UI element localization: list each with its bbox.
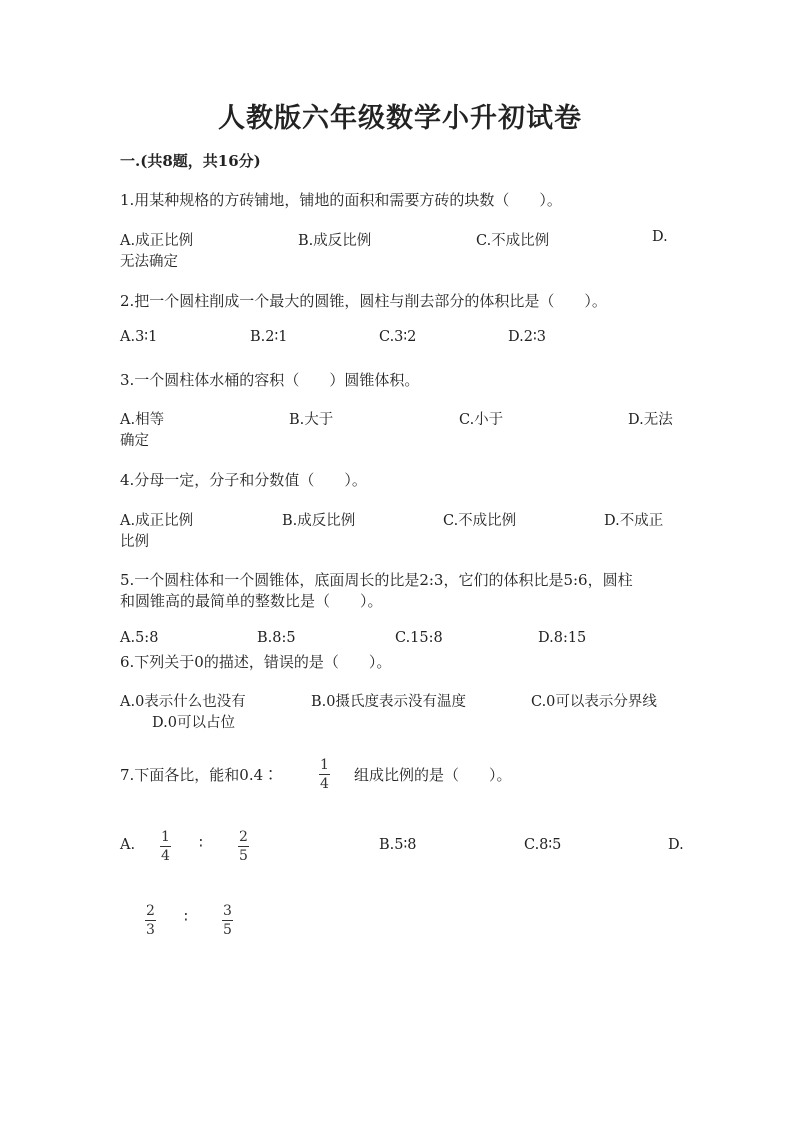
question-3-option-a: A.相等 xyxy=(120,412,165,428)
fraction-bar xyxy=(319,774,330,775)
question-3-stem: 3.一个圆柱体水桶的容积（ ）圆锥体积。 xyxy=(120,371,420,389)
fraction-denominator: 5 xyxy=(239,848,248,864)
question-7-option-a-fraction-2 xyxy=(238,829,249,864)
question-4-option-d: D.不成正 xyxy=(604,513,664,529)
fraction-numerator: 2 xyxy=(239,829,248,845)
question-5-option-b: B.8:5 xyxy=(257,630,296,646)
question-6-stem: 6.下列关于0的描述，错误的是（ ）。 xyxy=(120,653,392,671)
question-7-stem-prefix: 7.下面各比，能和0.4∶ xyxy=(120,766,279,784)
question-4-option-c: C.不成比例 xyxy=(443,513,517,529)
question-2-option-d: D.2∶3 xyxy=(508,329,546,345)
question-1-option-d: D. xyxy=(652,229,668,245)
question-4-option-b: B.成反比例 xyxy=(282,513,356,529)
question-5-option-a: A.5:8 xyxy=(120,630,159,646)
question-4-option-d-text: 比例 xyxy=(120,534,149,550)
question-2-option-b: B.2∶1 xyxy=(250,329,288,345)
fraction-bar xyxy=(145,920,156,921)
question-6-option-c: C.0可以表示分界线 xyxy=(531,694,657,710)
question-1-option-a: A.成正比例 xyxy=(120,233,194,249)
fraction-denominator: 5 xyxy=(223,922,232,938)
question-7-option-b: B.5∶8 xyxy=(379,837,417,853)
question-2-option-c: C.3∶2 xyxy=(379,329,417,345)
section-heading: 一.(共8题，共16分) xyxy=(120,152,261,170)
fraction-bar xyxy=(160,846,171,847)
question-3-option-d-text: 确定 xyxy=(120,433,149,449)
question-5-option-c: C.15:8 xyxy=(395,630,443,646)
question-5-option-d: D.8:15 xyxy=(538,630,587,646)
question-6-option-d: D.0可以占位 xyxy=(152,715,235,731)
fraction-denominator: 4 xyxy=(320,776,329,792)
question-1-option-b: B.成反比例 xyxy=(298,233,372,249)
question-3-option-c: C.小于 xyxy=(459,412,504,428)
fraction-numerator: 3 xyxy=(223,903,232,919)
question-3-option-d: D.无法 xyxy=(628,412,673,428)
question-7-stem-suffix: 组成比例的是（ ）。 xyxy=(354,766,512,784)
fraction-numerator: 1 xyxy=(320,757,329,773)
fraction-numerator: 2 xyxy=(146,903,155,919)
question-1-option-d-text: 无法确定 xyxy=(120,254,178,270)
question-6-option-b: B.0摄氏度表示没有温度 xyxy=(311,694,466,710)
question-7-option-a-fraction-1 xyxy=(160,829,171,864)
fraction-denominator: 4 xyxy=(161,848,170,864)
fraction-denominator: 3 xyxy=(146,922,155,938)
question-2-option-a: A.3∶1 xyxy=(120,329,158,345)
question-4-stem: 4.分母一定，分子和分数值（ ）。 xyxy=(120,471,367,489)
question-2-stem: 2.把一个圆柱削成一个最大的圆锥，圆柱与削去部分的体积比是（ ）。 xyxy=(120,292,607,310)
fraction-bar xyxy=(222,920,233,921)
question-5-stem: 5.一个圆柱体和一个圆锥体，底面周长的比是2:3，它们的体积比是5:6，圆柱 xyxy=(120,571,633,589)
question-7-stem-fraction xyxy=(319,757,330,792)
fraction-numerator: 1 xyxy=(161,829,170,845)
question-4-option-a: A.成正比例 xyxy=(120,513,194,529)
fraction-bar xyxy=(238,846,249,847)
question-3-option-b: B.大于 xyxy=(289,412,334,428)
question-1-stem: 1.用某种规格的方砖铺地，铺地的面积和需要方砖的块数（ ）。 xyxy=(120,191,562,209)
question-6-option-a: A.0表示什么也没有 xyxy=(120,694,246,710)
page-title: 人教版六年级数学小升初试卷 xyxy=(218,103,582,134)
question-7-option-d-label: D. xyxy=(668,837,684,853)
question-7-option-d-fraction-2 xyxy=(222,903,233,938)
question-5-stem-line2: 和圆锥高的最简单的整数比是（ ）。 xyxy=(120,592,383,610)
question-7-option-a-label: A. xyxy=(120,837,136,853)
question-7-option-a-colon: ∶ xyxy=(199,836,203,852)
question-1-option-c: C.不成比例 xyxy=(476,233,550,249)
question-7-option-d-colon: ∶ xyxy=(184,910,188,926)
question-7-option-d-fraction-1 xyxy=(145,903,156,938)
question-7-option-c: C.8∶5 xyxy=(524,837,562,853)
